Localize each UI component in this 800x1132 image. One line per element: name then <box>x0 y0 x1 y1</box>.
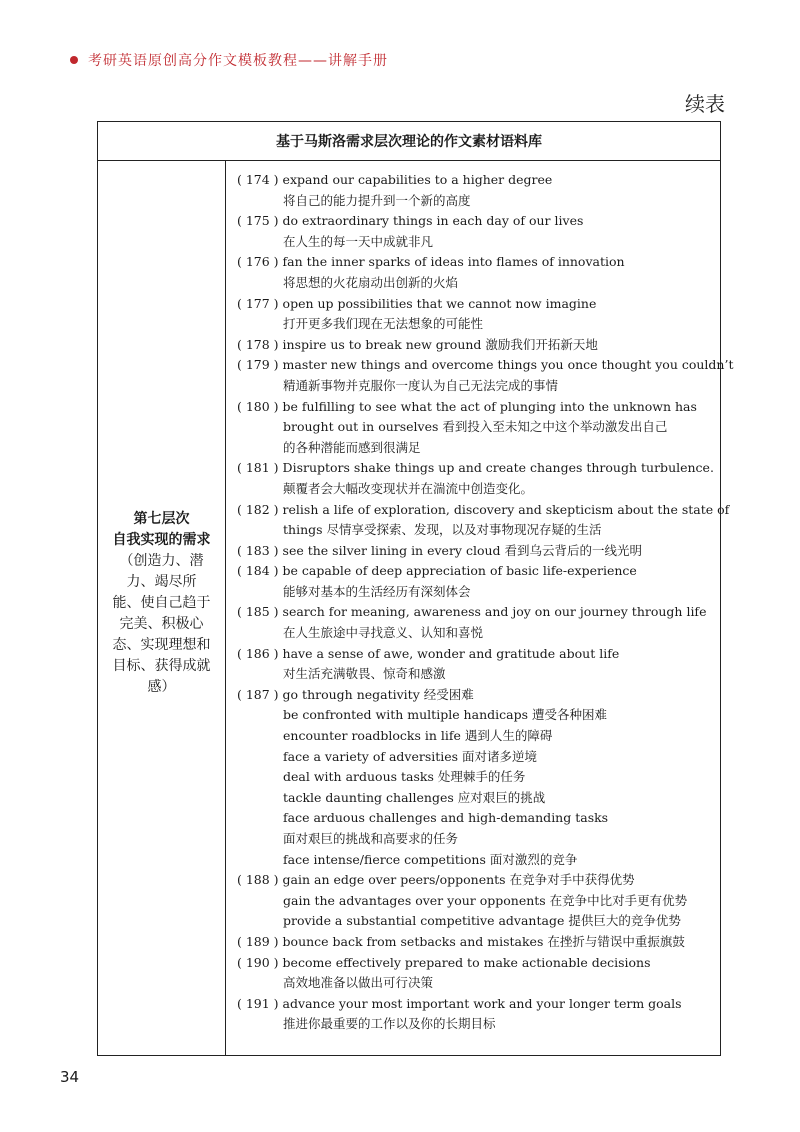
entry-first-line <box>226 458 720 479</box>
entry-continuation-line <box>226 520 720 541</box>
entry-continuation-line <box>226 973 720 994</box>
level-description <box>102 509 221 698</box>
corpus-table <box>97 121 734 1056</box>
entry-text: be capable of deep appreciation of basic life-experience <box>282 563 637 579</box>
entry-text: face a variety of adversities 面对诸多逆境 <box>283 748 538 764</box>
entry-text: be confronted with multiple handicaps 遭受各种困难 <box>283 707 607 723</box>
entry-text: things 尽情享受探索、发现，以及对事物现况存疑的生活 <box>283 522 602 538</box>
entry-text: 精通新事物并克服你一度认为自己无法完成的事情 <box>283 377 559 393</box>
entry-text: advance your most important work and your longer term goals <box>282 995 682 1011</box>
list-item <box>226 870 720 932</box>
entry-first-line <box>226 602 720 623</box>
entry-number: ( 185 ) <box>237 604 279 620</box>
entry-text: 高效地准备以做出可行决策 <box>283 975 434 991</box>
entry-text: face arduous challenges and high-demanding tasks <box>283 810 609 826</box>
entry-number: ( 178 ) <box>237 336 279 352</box>
level-desc-line: 力、竭尽所 <box>126 574 197 590</box>
entry-text: 在人生的每一天中成就非凡 <box>283 233 434 249</box>
list-item <box>226 953 720 994</box>
list-item <box>226 685 720 870</box>
entry-first-line <box>226 870 720 891</box>
entry-continuation-line <box>226 664 720 685</box>
entry-text: gain an edge over peers/opponents 在竞争对手中获得优势 <box>282 872 635 888</box>
entry-first-line <box>226 953 720 974</box>
entry-first-line <box>226 335 720 356</box>
entry-first-line <box>226 541 720 562</box>
entry-number: ( 177 ) <box>237 295 279 311</box>
entry-continuation-line <box>226 808 720 829</box>
entry-text: 在人生旅途中寻找意义、认知和喜悦 <box>283 625 484 641</box>
continued-label: 续表 <box>685 92 725 116</box>
list-item <box>226 458 720 499</box>
list-item <box>226 355 734 396</box>
entry-text: become effectively prepared to make actionable decisions <box>282 954 651 970</box>
list-item <box>226 335 720 356</box>
entry-number: ( 186 ) <box>237 645 279 661</box>
entry-text: 推进你最重要的工作以及你的长期目标 <box>283 1016 496 1032</box>
table-title: 基于马斯洛需求层次理论的作文素材语料库 <box>98 122 720 161</box>
entry-number: ( 188 ) <box>237 872 279 888</box>
entry-text: 将自己的能力提升到一个新的高度 <box>283 192 471 208</box>
entry-text: do extraordinary things in each day of our lives <box>282 213 584 229</box>
entry-text: 能够对基本的生活经历有深刻体会 <box>283 583 471 599</box>
list-item <box>226 397 720 459</box>
entry-first-line <box>226 644 720 665</box>
list-item <box>226 294 720 335</box>
entry-number: ( 175 ) <box>237 213 279 229</box>
entry-continuation-line <box>226 191 720 212</box>
entry-text: search for meaning, awareness and joy on our journey through life <box>282 604 707 620</box>
entry-number: ( 180 ) <box>237 398 279 414</box>
entry-text: master new things and overcome things you once thought you couldn’t <box>282 357 734 373</box>
entry-text: 颠覆者会大幅改变现状并在湍流中创造变化。 <box>283 480 534 496</box>
entry-text: 的各种潜能而感到很满足 <box>283 439 421 455</box>
entry-number: ( 181 ) <box>237 460 279 476</box>
entry-first-line <box>226 397 720 418</box>
entry-continuation-line <box>226 726 720 747</box>
page-number: 34 <box>60 1068 80 1086</box>
entry-text: 将思想的火花扇动出创新的火焰 <box>283 274 459 290</box>
list-item <box>226 541 720 562</box>
entry-continuation-line <box>226 891 720 912</box>
entry-text: open up possibilities that we cannot now imagine <box>282 295 597 311</box>
entry-text: have a sense of awe, wonder and gratitude about life <box>282 645 620 661</box>
entry-text: relish a life of exploration, discovery and skepticism about the state of <box>282 501 730 517</box>
entry-text: 面对艰巨的挑战和高要求的任务 <box>283 831 459 846</box>
entry-continuation-line <box>226 314 720 335</box>
entry-text: bounce back from setbacks and mistakes 在挫折与错误中重振旗鼓 <box>282 933 685 949</box>
entry-text: see the silver lining in every cloud 看到乌云背后的一线光明 <box>282 542 643 558</box>
entry-text: 打开更多我们现在无法想象的可能性 <box>283 316 484 332</box>
entry-first-line <box>226 170 720 191</box>
level-desc-line: 完美、积极心 <box>119 616 204 632</box>
entry-text: Disruptors shake things up and create changes through turbulence. <box>282 460 714 476</box>
entry-text: expand our capabilities to a higher degree <box>282 172 553 187</box>
entry-continuation-line <box>226 623 720 644</box>
bullet-dot-icon <box>70 56 78 64</box>
entry-continuation-line <box>226 911 720 932</box>
entry-text: tackle daunting challenges 应对艰巨的挑战 <box>283 789 546 805</box>
entry-number: ( 187 ) <box>237 686 279 702</box>
entry-number: ( 174 ) <box>237 172 279 187</box>
entries-cell <box>226 161 734 1056</box>
entry-number: ( 176 ) <box>237 254 279 270</box>
header-title: 考研英语原创高分作文模板教程——讲解手册 <box>88 53 388 69</box>
list-item <box>226 500 730 541</box>
entry-continuation-line <box>226 747 720 768</box>
entry-number: ( 179 ) <box>237 357 279 373</box>
entry-first-line <box>226 685 720 706</box>
level-desc-line: 目标、获得成就 <box>112 658 211 674</box>
entry-first-line <box>226 294 720 315</box>
entry-continuation-line <box>226 438 720 459</box>
entry-continuation-line <box>226 829 720 850</box>
entry-number: ( 190 ) <box>237 954 279 970</box>
list-item <box>226 170 720 211</box>
entry-number: ( 182 ) <box>237 501 279 517</box>
level-name: 自我实现的需求 <box>112 532 211 548</box>
entry-text: fan the inner sparks of ideas into flames of innovation <box>282 254 625 270</box>
entry-text: 对生活充满敬畏、惊奇和感激 <box>283 666 446 682</box>
level-cell <box>98 161 226 1056</box>
entry-continuation-line <box>226 1014 720 1035</box>
entry-text: brought out in ourselves 看到投入至未知之中这个举动激发出自己 <box>283 419 668 435</box>
entry-number: ( 191 ) <box>237 995 279 1011</box>
entry-continuation-line <box>226 767 720 788</box>
list-item <box>226 252 720 293</box>
entry-text: be fulfilling to see what the act of plunging into the unknown has <box>282 398 697 414</box>
level-desc-line: 能、使自己趋于 <box>112 595 211 611</box>
entry-continuation-line <box>226 788 720 809</box>
level-desc-line: 态、实现理想和 <box>112 637 211 653</box>
entry-continuation-line <box>226 582 720 603</box>
entry-number: ( 184 ) <box>237 563 279 579</box>
entry-first-line <box>226 355 734 376</box>
entry-text: gain the advantages over your opponents 在竞争中比对手更有优势 <box>283 892 688 908</box>
entry-text: deal with arduous tasks 处理棘手的任务 <box>283 769 526 785</box>
list-item <box>226 644 720 685</box>
entry-text: provide a substantial competitive advantage 提供巨大的竞争优势 <box>283 913 681 929</box>
entry-first-line <box>226 932 720 953</box>
entry-number: ( 189 ) <box>237 933 279 949</box>
level-desc-line: （创造力、潜 <box>119 553 204 569</box>
entries-list <box>226 161 734 1035</box>
entry-continuation-line <box>226 705 720 726</box>
entry-continuation-line <box>226 376 720 397</box>
running-header <box>70 50 388 70</box>
entry-number: ( 183 ) <box>237 542 279 558</box>
level-title: 第七层次 <box>133 511 190 527</box>
entry-text: encounter roadblocks in life 遇到人生的障碍 <box>283 728 553 744</box>
entry-continuation-line <box>226 479 720 500</box>
entry-first-line <box>226 561 720 582</box>
entry-first-line <box>226 252 720 273</box>
entry-text: face intense/fierce competitions 面对激烈的竞争 <box>283 851 578 867</box>
list-item <box>226 994 720 1035</box>
entry-first-line <box>226 211 720 232</box>
list-item <box>226 932 720 953</box>
entry-text: go through negativity 经受困难 <box>282 686 474 702</box>
entry-first-line <box>226 500 730 521</box>
list-item <box>226 211 720 252</box>
entry-continuation-line <box>226 850 720 871</box>
entry-continuation-line <box>226 232 720 253</box>
entry-continuation-line <box>226 273 720 294</box>
table-body <box>98 161 734 1056</box>
entry-first-line <box>226 994 720 1015</box>
entry-continuation-line <box>226 417 720 438</box>
list-item <box>226 602 720 643</box>
level-desc-line: 感） <box>147 679 176 695</box>
list-item <box>226 561 720 602</box>
entry-text: inspire us to break new ground 激励我们开拓新天地 <box>282 336 598 352</box>
